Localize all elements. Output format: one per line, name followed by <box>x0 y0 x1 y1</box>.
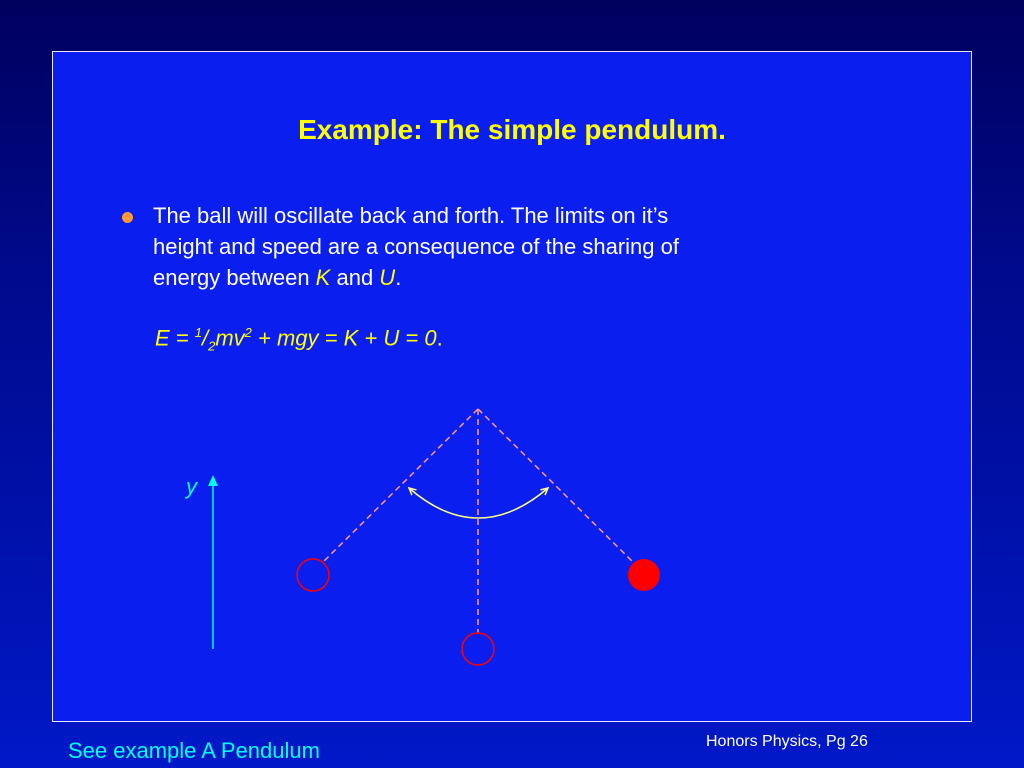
bullet-line-3-start: energy between <box>153 265 316 290</box>
equation-mv: mv <box>215 325 245 351</box>
ball-right-filled <box>628 559 660 591</box>
and-word: and <box>330 265 380 290</box>
y-axis-label: y <box>186 474 197 499</box>
equation-period: . <box>436 325 443 351</box>
pendulum-strings <box>322 409 634 633</box>
bullet-line-1: The ball will oscillate back and forth. The limits on it’s <box>153 203 669 228</box>
slide-footer-page: Honors Physics, Pg 26 <box>706 733 868 750</box>
ball-bottom-outline <box>462 633 494 665</box>
ball-left-outline <box>297 559 329 591</box>
kinetic-energy-symbol: K <box>315 265 331 290</box>
bullet-line-2: height and speed are a consequence of the sharing of <box>153 234 679 259</box>
potential-energy-symbol: U <box>379 265 396 290</box>
slide-title: Example: The simple pendulum. <box>298 114 726 145</box>
string-left <box>322 409 478 563</box>
equation-lhs: E = <box>155 325 195 351</box>
fraction-slash: / <box>201 325 209 351</box>
bullet-line-3-end: . <box>395 265 402 290</box>
fraction-numerator: 1 <box>194 325 202 340</box>
string-right <box>478 409 634 563</box>
fraction-denominator: 2 <box>208 338 216 354</box>
see-example-link[interactable]: See example A Pendulum <box>68 738 320 763</box>
velocity-exponent: 2 <box>244 325 252 340</box>
equation-rest: + mgy = K + U = 0 <box>251 325 437 351</box>
